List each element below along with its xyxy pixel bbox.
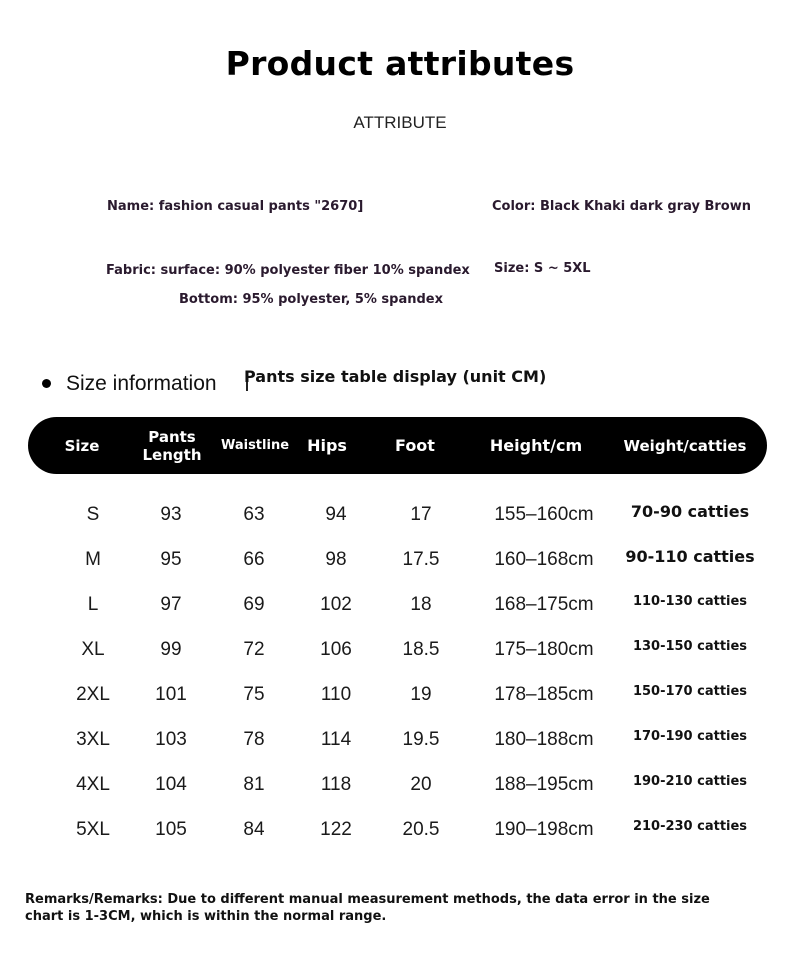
cell-hips: 98	[325, 549, 347, 570]
cell-pants-length: 104	[155, 774, 187, 795]
header-foot: Foot	[395, 435, 435, 455]
cell-pants-length: 99	[160, 639, 182, 660]
cell-foot: 18.5	[402, 639, 440, 660]
table-row	[0, 497, 790, 533]
header-height: Height/cm	[489, 435, 583, 455]
size-table-caption: Pants size table display (unit CM)	[244, 367, 547, 386]
cell-pants-length: 95	[160, 549, 182, 570]
attribute-fabric: Fabric: surface: 90% polyester fiber 10% spandex	[106, 263, 470, 278]
cell-size: 4XL	[76, 774, 110, 795]
cell-waistline: 69	[243, 594, 265, 615]
cell-hips: 102	[320, 594, 352, 615]
cell-size: M	[85, 549, 101, 570]
bullet-icon	[42, 379, 51, 388]
cell-pants-length: 105	[155, 819, 187, 840]
cell-foot: 20	[410, 774, 432, 795]
attribute-bottom-fabric: Bottom: 95% polyester, 5% spandex	[179, 292, 444, 307]
cell-weight: 130-150 catties	[632, 639, 748, 654]
cell-weight: 170-190 catties	[632, 729, 748, 744]
cell-height: 175–180cm	[494, 639, 594, 660]
cell-pants-length: 93	[160, 504, 182, 525]
table-row	[0, 722, 790, 758]
cell-size: 5XL	[76, 819, 110, 840]
cell-waistline: 63	[243, 504, 265, 525]
cell-pants-length: 101	[155, 684, 187, 705]
cell-size: 2XL	[76, 684, 110, 705]
cell-size: L	[87, 594, 99, 615]
cell-height: 180–188cm	[494, 729, 594, 750]
cell-waistline: 72	[243, 639, 265, 660]
cell-height: 188–195cm	[494, 774, 594, 795]
cell-pants-length: 103	[155, 729, 187, 750]
size-table-header	[28, 417, 767, 474]
cell-size: XL	[81, 639, 105, 660]
cell-weight: 90-110 catties	[625, 547, 755, 566]
cell-foot: 17.5	[402, 549, 440, 570]
cell-weight: 110-130 catties	[632, 594, 748, 609]
cell-size: S	[86, 504, 100, 525]
cell-waistline: 75	[243, 684, 265, 705]
cell-foot: 20.5	[402, 819, 440, 840]
page-subtitle: ATTRIBUTE	[353, 113, 447, 132]
table-row	[0, 767, 790, 803]
cell-waistline: 78	[243, 729, 265, 750]
page-title: Product attributes	[225, 44, 575, 83]
cell-foot: 17	[410, 504, 432, 525]
table-row	[0, 812, 790, 848]
cell-weight: 150-170 catties	[632, 684, 748, 699]
header-hips: Hips	[307, 435, 347, 455]
cell-hips: 114	[320, 729, 352, 750]
header-pants-length: Pants Length	[142, 427, 202, 464]
cell-foot: 18	[410, 594, 432, 615]
size-information-label: Size information	[66, 372, 217, 395]
table-row	[0, 632, 790, 668]
table-row	[0, 587, 790, 623]
cell-hips: 94	[325, 504, 347, 525]
cell-foot: 19	[410, 684, 432, 705]
cell-height: 160–168cm	[494, 549, 594, 570]
cell-height: 190–198cm	[494, 819, 594, 840]
remarks-note: Remarks/Remarks: Due to different manual measurement methods, the data error in the size chart is 1-3CM, which is within the normal range.	[25, 892, 710, 924]
cell-hips: 118	[320, 774, 352, 795]
cell-weight: 190-210 catties	[632, 774, 748, 789]
table-row	[0, 677, 790, 713]
cell-height: 168–175cm	[494, 594, 594, 615]
cell-pants-length: 97	[160, 594, 182, 615]
cell-hips: 106	[320, 639, 352, 660]
cell-foot: 19.5	[402, 729, 440, 750]
cell-weight: 70-90 catties	[630, 502, 750, 521]
attribute-size-range: Size: S ~ 5XL	[494, 261, 591, 276]
cell-waistline: 84	[243, 819, 265, 840]
cell-waistline: 81	[243, 774, 265, 795]
cell-height: 178–185cm	[494, 684, 594, 705]
header-size: Size	[64, 436, 100, 455]
cell-size: 3XL	[76, 729, 110, 750]
cell-hips: 122	[320, 819, 352, 840]
cell-hips: 110	[320, 684, 352, 705]
attribute-name: Name: fashion casual pants "2670]	[107, 199, 364, 214]
cell-weight: 210-230 catties	[632, 819, 748, 834]
cell-waistline: 66	[243, 549, 265, 570]
table-row	[0, 542, 790, 578]
attribute-color: Color: Black Khaki dark gray Brown	[492, 199, 752, 214]
header-waistline: Waistline	[220, 437, 290, 453]
header-weight: Weight/catties	[623, 436, 747, 455]
cell-height: 155–160cm	[494, 504, 594, 525]
